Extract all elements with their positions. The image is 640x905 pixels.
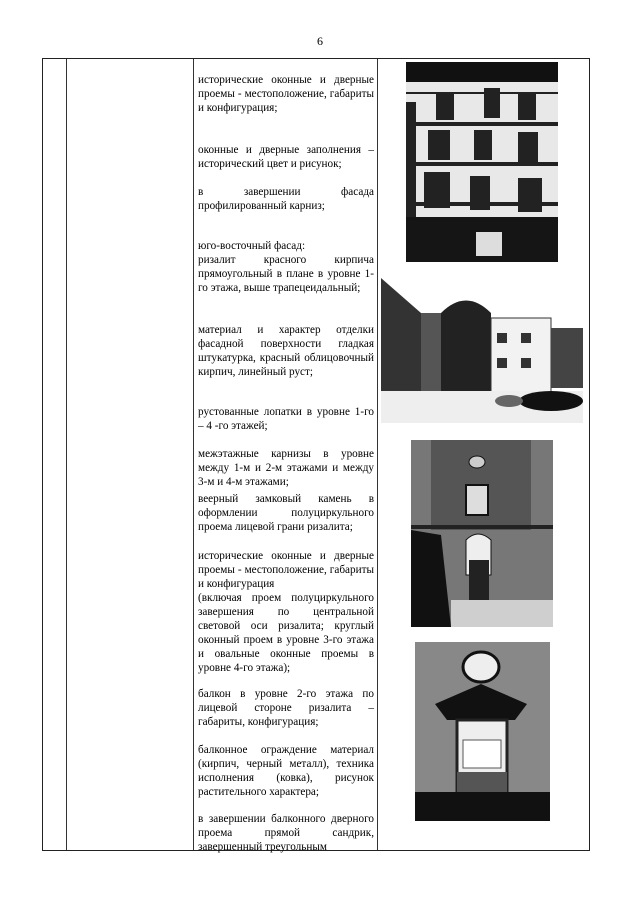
building-facade-windows-photo — [406, 62, 558, 262]
brick-risalit-arched-door-photo — [411, 440, 553, 627]
paragraph: веерный замковый камень в оформлении полуциркульного проема лицевой грани ризалита; — [198, 493, 374, 534]
paragraph: ризалит красного кирпича прямоугольный в плане в уровне 1-го этажа, выше трапецеидальный; — [198, 254, 374, 295]
column-divider — [193, 59, 194, 850]
paragraph: оконные и дверные заполнения – исторический цвет и рисунок; — [198, 144, 374, 171]
page-number: 6 — [317, 34, 323, 48]
balcony-door-round-window-photo — [415, 642, 550, 821]
paragraph: исторические оконные и дверные проемы - местоположение, габариты и конфигурация; — [198, 74, 374, 115]
paragraph: юго-восточный фасад: — [198, 240, 306, 252]
paragraph: исторические оконные и дверные проемы - местоположение, габариты и конфигурация — [198, 550, 374, 591]
paragraph: межэтажные карнизы в уровне между 1-м и 2-м этажами и между 3-м и 4-м этажами; — [198, 448, 374, 489]
document-table — [42, 58, 590, 854]
column-divider — [66, 59, 67, 850]
paragraph: материал и характер отделки фасадной поверхности гладкая штукатурка, красный облицовочный кирпич, линейный руст; — [198, 324, 374, 379]
paragraph: балконное ограждение материал (кирпич, черный металл), техника исполнения (ковка), рисунок растительного характера; — [198, 744, 374, 799]
paragraph: балкон в уровне 2-го этажа по лицевой стороне ризалита – габариты, конфигурация; — [198, 688, 374, 729]
courtyard-risalit-photo — [381, 273, 583, 423]
description-column — [195, 59, 379, 854]
paragraph: (включая проем полуциркульного завершения по центральной световой оси ризалита; круглый оконный проем в уровне 3-го этажа и овальные оконные проемы в уровне 4-го этажа); — [198, 592, 374, 675]
paragraph: в завершении балконного дверного проема прямой сандрик, завершенный треугольным — [198, 813, 374, 854]
paragraph: рустованные лопатки в уровне 1-го – 4 -го этажей; — [198, 406, 374, 433]
paragraph: в завершении фасада профилированный карниз; — [198, 186, 374, 213]
